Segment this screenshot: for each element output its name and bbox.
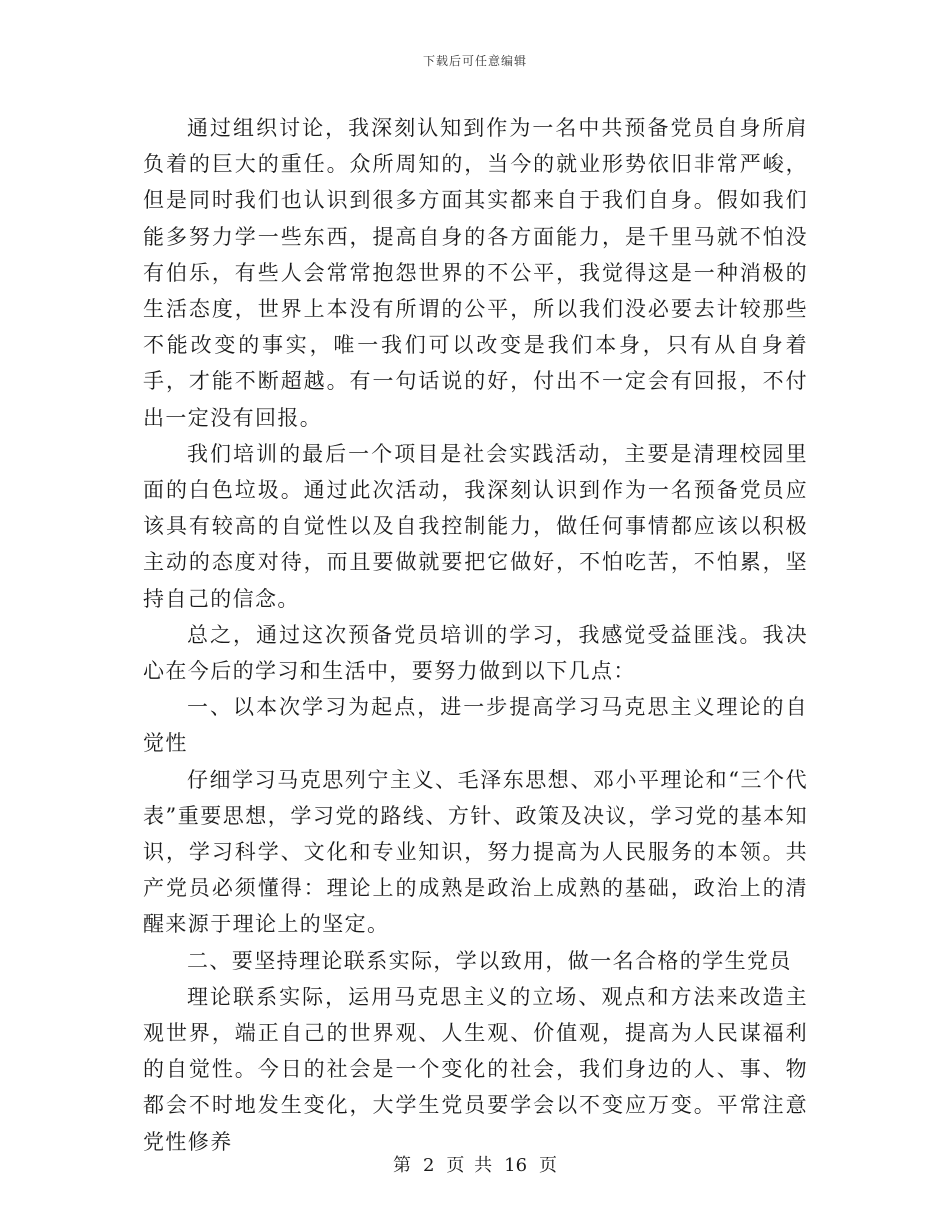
paragraph-social-practice: 我们培训的最后一个项目是社会实践活动，主要是清理校园里面的白色垃圾。通过此次活动，我深刻认识到作为一名预备党员应该具有较高的自觉性以及自我控制能力，做任何事情都应该以积极主动的态度对待，而且要做就要把它做好，不怕吃苦，不怕累，坚持自己的信念。 — [143, 441, 808, 611]
paragraph-point-one-heading: 一、以本次学习为起点，进一步提高学习马克思主义理论的自觉性 — [143, 695, 808, 756]
page-footer — [0, 1151, 950, 1177]
paragraph-point-two-body: 理论联系实际，运用马克思主义的立场、观点和方法来改造主观世界，端正自己的世界观、人生观、价值观，提高为人民谋福利的自觉性。今日的社会是一个变化的社会，我们身边的人、事、物都会不时地发生变化，大学生党员要学会以不变应万变。平常注意党性修养 — [143, 984, 808, 1154]
page-number: 2 — [422, 1155, 435, 1176]
page-label-suffix: 页 — [539, 1155, 558, 1176]
page-label-prefix: 第 — [392, 1155, 411, 1176]
paragraph-point-two-heading: 二、要坚持理论联系实际，学以致用，做一名合格的学生党员 — [187, 948, 792, 973]
paragraph-summary: 总之，通过这次预备党员培训的学习，我感觉受益匪浅。我决心在今后的学习和生活中，要努力做到以下几点： — [143, 622, 808, 684]
page-label-mid: 页 共 — [446, 1155, 493, 1176]
document-body — [143, 110, 808, 1160]
header-note: 下载后可任意编辑 — [422, 54, 527, 68]
paragraph-point-one-body: 仔细学习马克思列宁主义、毛泽东思想、邓小平理论和“三个代表”重要思想，学习党的路线、方针、政策及决议，学习党的基本知识，学习科学、文化和专业知识，努力提高为人民服务的本领。共产党员必须懂得：理论上的成熟是政治上成熟的基础，政治上的清醒来源于理论上的坚定。 — [143, 767, 808, 937]
paragraph-reflection: 通过组织讨论，我深刻认知到作为一名中共预备党员自身所肩负着的巨大的重任。众所周知的，当今的就业形势依旧非常严峻，但是同时我们也认识到很多方面其实都来自于我们自身。假如我们能多努力学一些东西，提高自身的各方面能力，是千里马就不怕没有伯乐，有些人会常常抱怨世界的不公平，我觉得这是一种消极的生活态度，世界上本没有所谓的公平，所以我们没必要去计较那些不能改变的事实，唯一我们可以改变是我们本身，只有从自身着手，才能不断超越。有一句话说的好，付出不一定会有回报，不付出一定没有回报。 — [143, 116, 808, 430]
total-pages: 16 — [504, 1155, 528, 1176]
